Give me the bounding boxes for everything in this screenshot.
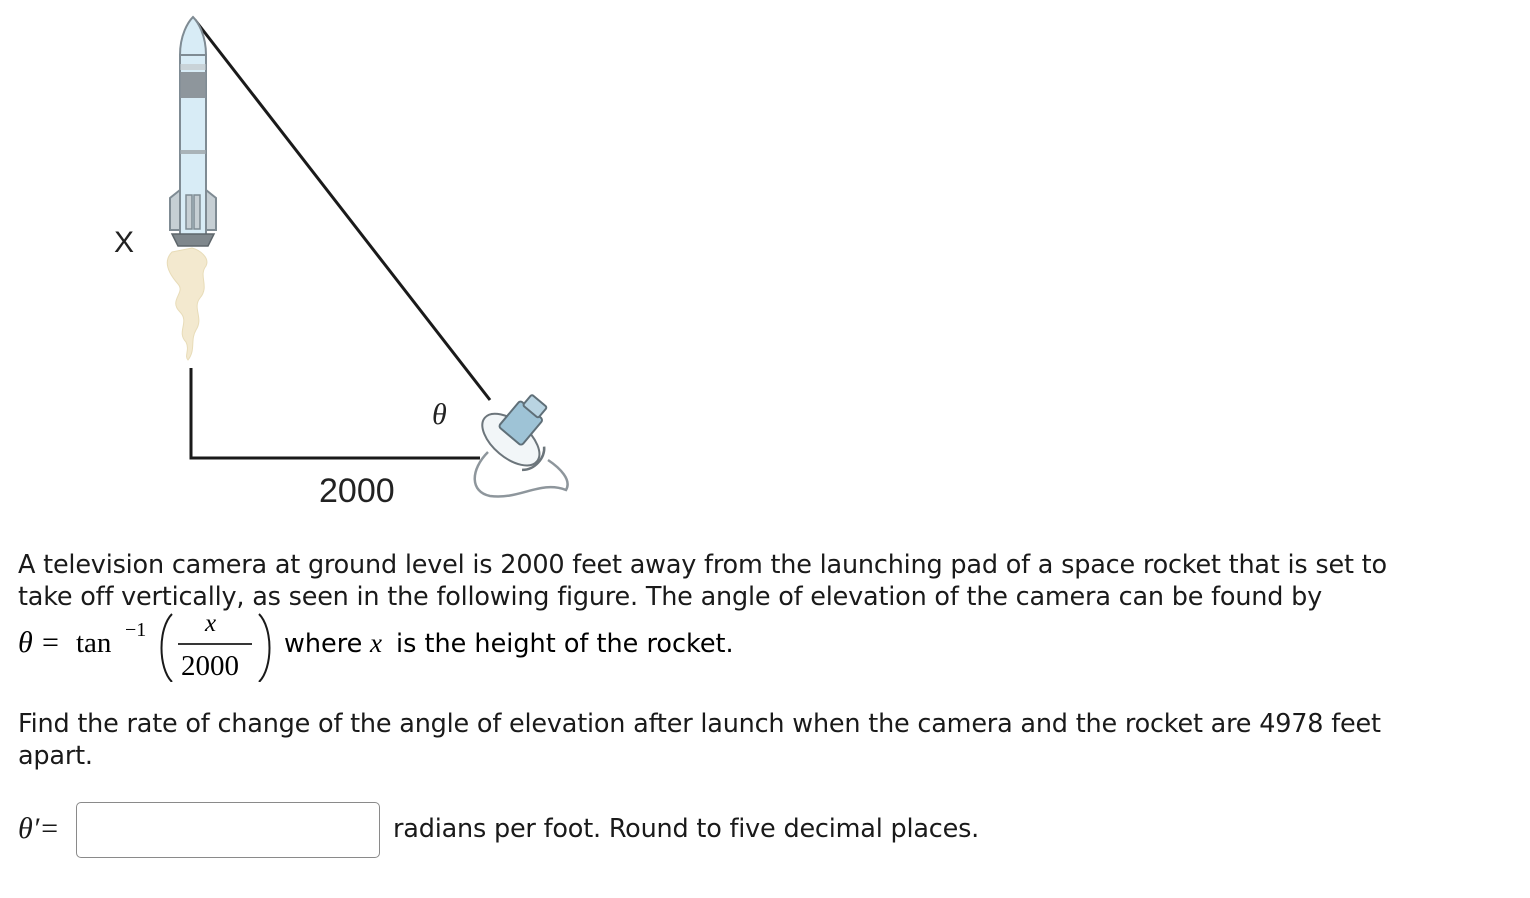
- formula-tail: is the height of the rocket.: [396, 629, 734, 659]
- formula-variable: x: [370, 628, 382, 658]
- formula-where: where: [284, 629, 363, 659]
- formula-equals: =: [42, 626, 59, 659]
- answer-suffix: radians per foot. Round to five decimal places.: [393, 814, 980, 844]
- rocket-camera-figure: [0, 0, 620, 530]
- formula-theta: θ: [18, 626, 33, 659]
- formula-tan: tan: [76, 627, 112, 659]
- angle-label: θ: [432, 398, 447, 431]
- height-label: X: [114, 226, 135, 259]
- formula-line: [18, 612, 918, 682]
- formula-expression: [18, 612, 918, 682]
- base-label: 2000: [319, 472, 395, 510]
- hypotenuse-line: [195, 20, 490, 400]
- problem-paragraph-2: Find the rate of change of the angle of elevation after launch when the camera and the rocket are 4978 feet apart.: [18, 709, 1381, 771]
- formula-denominator: 2000: [181, 650, 239, 682]
- formula-numerator: x: [205, 612, 217, 637]
- answer-label: θ′=: [18, 812, 60, 845]
- formula-exponent: −1: [125, 619, 147, 641]
- answer-row: [18, 802, 1218, 862]
- problem-paragraph-1: A television camera at ground level is 2000 feet away from the launching pad of a space rocket that is set to take off vertically, as seen in the following figure. The angle of elevation of the camera can be found by: [18, 550, 1387, 612]
- answer-input[interactable]: [76, 802, 380, 858]
- rocket-icon: [167, 17, 216, 360]
